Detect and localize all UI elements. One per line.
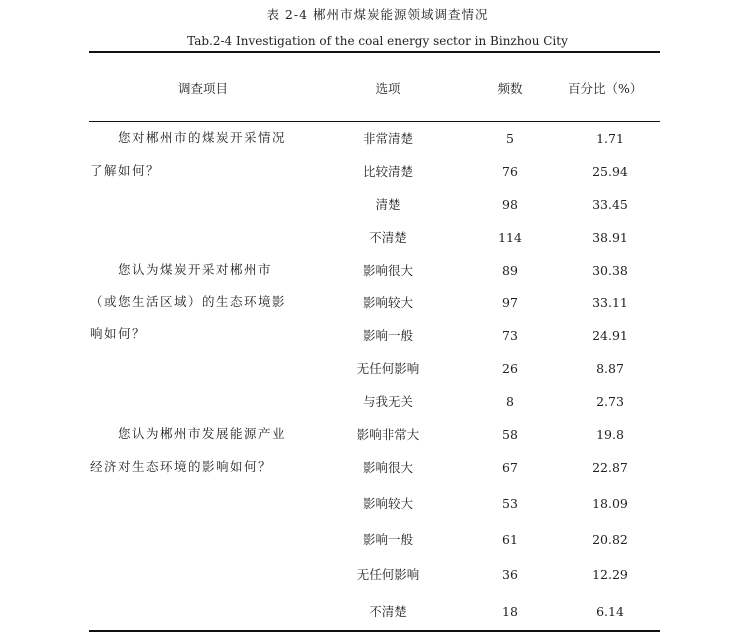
header-freq: 频数 <box>497 81 523 96</box>
row-15-option: 不清楚 <box>369 604 407 619</box>
row-8-freq: 26 <box>502 361 518 376</box>
row-6-percent: 33.11 <box>592 295 628 310</box>
row-11-percent: 22.87 <box>592 460 628 475</box>
question-3-line-2: 经济对生态环境的影响如何？ <box>90 459 273 474</box>
table-title-en: Tab.2-4 Investigation of the coal energy sector in Binzhou City <box>187 34 568 48</box>
row-10-percent: 19.8 <box>596 427 624 442</box>
row-1-percent: 1.71 <box>596 131 624 146</box>
row-1-freq: 5 <box>506 131 514 146</box>
row-15-freq: 18 <box>502 604 518 619</box>
header-percent: 百分比（%） <box>568 81 643 96</box>
row-12-option: 影响较大 <box>362 496 413 511</box>
header-option: 选项 <box>375 81 401 96</box>
question-2-line-1: 您认为煤炭开采对郴州市 <box>118 262 273 277</box>
row-8-percent: 8.87 <box>596 361 624 376</box>
row-7-percent: 24.91 <box>592 328 628 343</box>
row-2-percent: 25.94 <box>592 164 628 179</box>
row-1-option: 非常清楚 <box>362 131 413 146</box>
question-1-line-2: 了解如何？ <box>90 163 161 178</box>
top-rule <box>89 51 660 53</box>
question-3-line-1: 您认为郴州市发展能源产业 <box>118 426 287 441</box>
row-9-freq: 8 <box>506 394 514 409</box>
row-6-option: 影响较大 <box>362 295 413 310</box>
row-12-freq: 53 <box>502 496 518 511</box>
row-14-option: 无任何影响 <box>356 567 420 582</box>
row-13-freq: 61 <box>502 532 518 547</box>
row-14-percent: 12.29 <box>592 567 628 582</box>
row-6-freq: 97 <box>502 295 518 310</box>
row-10-option: 影响非常大 <box>356 427 420 442</box>
row-12-percent: 18.09 <box>592 496 628 511</box>
row-5-option: 影响很大 <box>362 263 413 278</box>
row-4-freq: 114 <box>498 230 522 245</box>
row-3-option: 清楚 <box>375 197 401 212</box>
row-8-option: 无任何影响 <box>356 361 420 376</box>
row-5-freq: 89 <box>502 263 518 278</box>
row-2-option: 比较清楚 <box>362 164 413 179</box>
row-4-option: 不清楚 <box>369 230 407 245</box>
bottom-rule <box>89 630 660 632</box>
row-3-freq: 98 <box>502 197 518 212</box>
question-2-line-2: （或您生活区域）的生态环境影 <box>90 294 287 309</box>
row-7-freq: 73 <box>502 328 518 343</box>
row-11-option: 影响很大 <box>362 460 413 475</box>
table-title-cn: 表 2-4 郴州市煤炭能源领域调查情况 <box>266 7 489 22</box>
row-4-percent: 38.91 <box>592 230 628 245</box>
question-1-line-1: 您对郴州市的煤炭开采情况 <box>118 130 287 145</box>
row-7-option: 影响一般 <box>362 328 413 343</box>
row-5-percent: 30.38 <box>592 263 628 278</box>
row-9-option: 与我无关 <box>362 394 413 409</box>
row-13-percent: 20.82 <box>592 532 628 547</box>
row-2-freq: 76 <box>502 164 518 179</box>
row-3-percent: 33.45 <box>592 197 628 212</box>
row-13-option: 影响一般 <box>362 532 413 547</box>
question-2-line-3: 响如何？ <box>90 326 147 341</box>
header-item: 调查项目 <box>178 81 229 96</box>
row-10-freq: 58 <box>502 427 518 442</box>
row-14-freq: 36 <box>502 567 518 582</box>
row-11-freq: 67 <box>502 460 518 475</box>
row-15-percent: 6.14 <box>596 604 624 619</box>
row-9-percent: 2.73 <box>596 394 624 409</box>
header-rule <box>89 121 660 122</box>
